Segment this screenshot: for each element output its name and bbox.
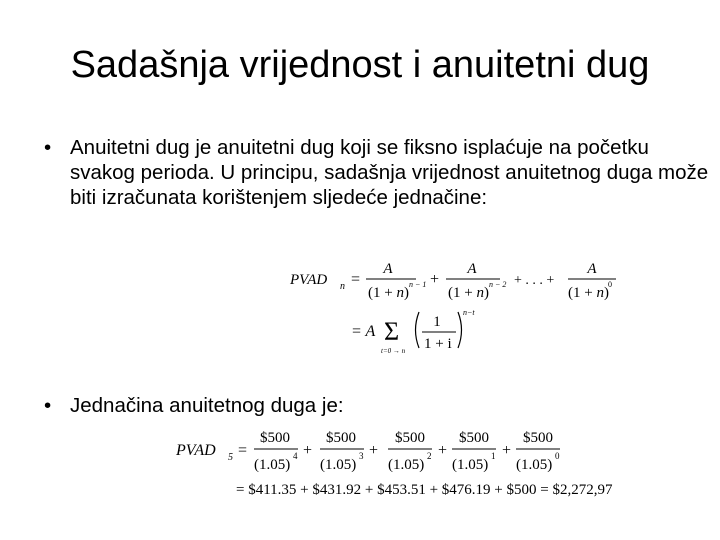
formula2-lhs-sub: 5: [228, 452, 233, 463]
formula1-dots: + . . . +: [514, 273, 555, 288]
formula1-plus: +: [430, 271, 440, 288]
formula1-exp-1: n − 1: [409, 280, 427, 289]
formula2-term-1: [254, 430, 298, 473]
formula2-num: $500: [395, 430, 425, 446]
formula2-term-3: [388, 430, 432, 473]
formula2-num: $500: [260, 430, 290, 446]
formula2-eq: =: [238, 442, 248, 459]
formula2-exp: 4: [293, 451, 298, 461]
formula2-num: $500: [326, 430, 356, 446]
formula1-num-1: A: [383, 261, 393, 277]
formula2-plus: +: [303, 442, 313, 459]
formula1-eq: =: [351, 271, 361, 288]
formula1-sum-num: 1: [433, 314, 441, 330]
formula1-exp-2: n − 2: [489, 280, 507, 289]
formula-pvad-5: [174, 422, 674, 507]
formula2-plus: +: [438, 442, 448, 459]
formula-pvad-n: [288, 252, 628, 367]
bullet-marker: •: [44, 136, 52, 159]
formula2-term-5: [516, 430, 560, 473]
slide-title: Sadašnja vrijednost i anuitetni dug: [70, 44, 650, 86]
formula2-den: (1.05): [516, 457, 553, 473]
formula2-term-2: [320, 430, 364, 473]
formula1-line2-eq: = A: [351, 323, 376, 340]
formula2-den: (1.05): [254, 457, 291, 473]
bullet-text: Anuitetni dug je anuitetni dug koji se fiksno isplaćuje na početku svakog perioda. U principu, sadašnja vrijednost anuitetnog duga može biti izračunata korištenjem sljedeće jednačine:: [70, 136, 709, 209]
formula1-sum-den: 1 + i: [424, 336, 452, 352]
formula2-exp: 2: [427, 451, 432, 461]
formula1-den-3: (1 + n): [568, 285, 609, 301]
formula1-den-2: (1 + n): [448, 285, 489, 301]
formula1-num-2: A: [467, 261, 477, 277]
formula2-exp: 3: [359, 451, 364, 461]
formula2-lhs: PVAD: [176, 442, 216, 459]
formula2-den: (1.05): [320, 457, 357, 473]
formula2-exp: 1: [491, 451, 496, 461]
summation-exp: n−t: [463, 308, 475, 317]
formula1-exp-3: 0: [608, 280, 612, 289]
formula2-plus: +: [502, 442, 512, 459]
right-paren: [458, 312, 462, 348]
formula2-num: $500: [459, 430, 489, 446]
summation-sigma: Σ: [384, 317, 400, 346]
summation-limits: t=0 → n: [381, 347, 406, 355]
formula2-result: = $411.35 + $431.92 + $453.51 + $476.19 + $500 = $2,272,97: [236, 482, 613, 498]
formula2-term-4: [452, 430, 496, 473]
bullet-text: Jednačina anuitetnog duga je:: [70, 394, 344, 417]
left-paren: [416, 312, 420, 348]
formula1-den-1: (1 + n): [368, 285, 409, 301]
formula2-exp: 0: [555, 451, 560, 461]
formula2-den: (1.05): [452, 457, 489, 473]
formula1-lhs: PVAD: [290, 272, 328, 288]
formula1-lhs-sub: n: [340, 281, 345, 292]
bullet-marker: •: [44, 394, 52, 417]
formula2-num: $500: [523, 430, 553, 446]
formula2-plus: +: [369, 442, 379, 459]
formula-pvad-5-svg: [174, 422, 674, 502]
formula1-num-3: A: [587, 261, 597, 277]
formula-pvad-n-svg: [288, 252, 628, 362]
formula2-den: (1.05): [388, 457, 425, 473]
